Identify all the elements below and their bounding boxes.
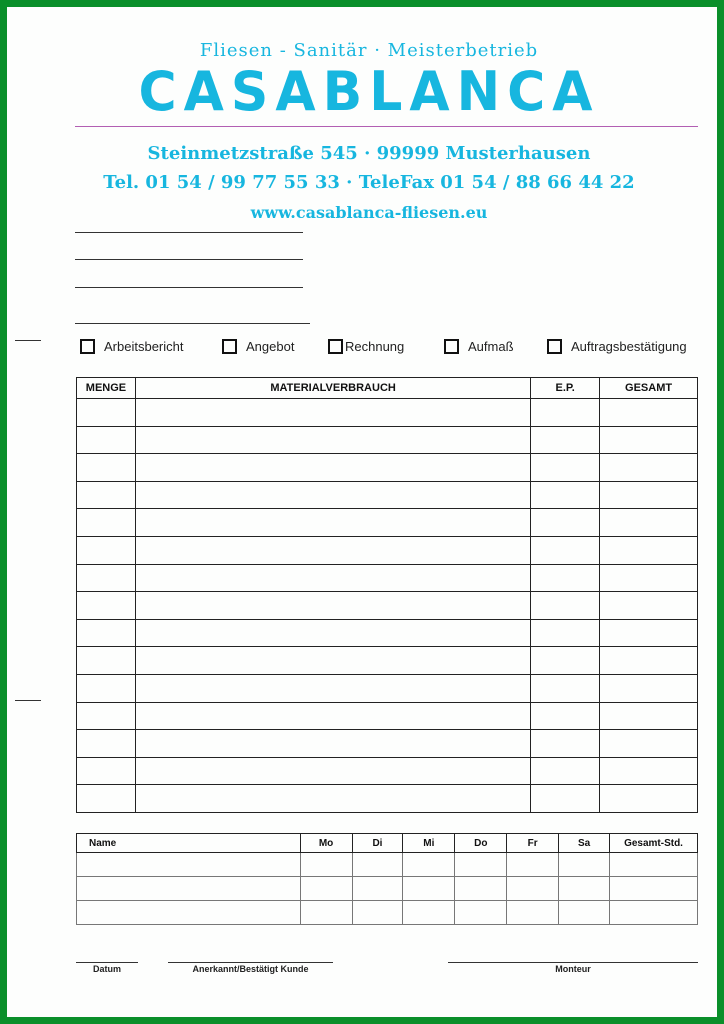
material-cell-menge[interactable] [77,399,136,427]
material-cell-ep[interactable] [531,619,600,647]
material-cell-menge[interactable] [77,757,136,785]
column-header-mi: Mi [403,834,455,853]
option-label: Angebot [246,339,295,354]
checkbox-icon[interactable] [444,339,459,354]
material-cell-ep[interactable] [531,509,600,537]
work-cell-mo[interactable] [300,853,352,877]
column-header-do: Do [455,834,507,853]
column-header-name: Name [77,834,301,853]
material-cell-gesamt[interactable] [600,702,698,730]
material-row [77,757,698,785]
work-cell-mo[interactable] [300,877,352,901]
material-row [77,702,698,730]
option-angebot[interactable] [222,339,294,354]
material-row [77,647,698,675]
material-cell-ep[interactable] [531,592,600,620]
work-cell-mi[interactable] [403,901,455,925]
material-cell-ep[interactable] [531,454,600,482]
material-cell-menge[interactable] [77,647,136,675]
material-row [77,399,698,427]
material-cell-menge[interactable] [77,674,136,702]
material-cell-gesamt[interactable] [600,619,698,647]
material-row [77,481,698,509]
work-cell-mi[interactable] [403,877,455,901]
material-cell-material[interactable] [135,757,530,785]
material-cell-menge[interactable] [77,509,136,537]
material-cell-gesamt[interactable] [600,757,698,785]
fitter-label: Monteur [555,964,591,974]
material-cell-material[interactable] [135,785,530,813]
material-row [77,592,698,620]
material-cell-gesamt[interactable] [600,674,698,702]
work-cell-di[interactable] [352,901,403,925]
work-cell-name[interactable] [77,901,301,925]
material-cell-menge[interactable] [77,785,136,813]
material-cell-gesamt[interactable] [600,730,698,758]
material-cell-gesamt[interactable] [600,592,698,620]
date-signature-line[interactable] [76,962,138,963]
company-website: www.casablanca-fliesen.eu [250,203,488,222]
material-cell-material[interactable] [135,619,530,647]
column-header-mo: Mo [300,834,352,853]
material-cell-ep[interactable] [531,785,600,813]
work-cell-fr[interactable] [507,901,559,925]
material-cell-gesamt[interactable] [600,647,698,675]
material-cell-material[interactable] [135,481,530,509]
material-cell-ep[interactable] [531,564,600,592]
option-arbeitsbericht[interactable] [80,339,183,354]
material-row [77,509,698,537]
option-aufmass[interactable] [444,339,514,354]
option-label: Auftragsbestätigung [571,339,687,354]
work-cell-do[interactable] [455,901,507,925]
column-header-menge: MENGE [77,378,136,399]
material-cell-gesamt[interactable] [600,564,698,592]
column-header-fr: Fr [507,834,559,853]
material-cell-ep[interactable] [531,536,600,564]
material-cell-material[interactable] [135,426,530,454]
customer-label: Anerkannt/Bestätigt Kunde [192,964,309,974]
company-phone: Tel. 01 54 / 99 77 55 33 · TeleFax 01 54 / 88 66 44 22 [103,172,635,193]
material-row [77,426,698,454]
material-cell-material[interactable] [135,647,530,675]
material-row [77,785,698,813]
column-header-di: Di [352,834,403,853]
checkbox-icon[interactable] [328,339,343,354]
material-cell-ep[interactable] [531,757,600,785]
material-cell-ep[interactable] [531,702,600,730]
column-header-gesamt: GESAMT [600,378,698,399]
work-cell-fr[interactable] [507,877,559,901]
material-cell-material[interactable] [135,454,530,482]
option-rechnung[interactable] [328,339,404,354]
recipient-line-2[interactable] [75,259,303,260]
customer-signature-line[interactable] [168,962,333,963]
work-row [77,877,698,901]
work-cell-gesamt-std[interactable] [610,877,698,901]
work-cell-sa[interactable] [559,853,610,877]
material-cell-gesamt[interactable] [600,481,698,509]
checkbox-icon[interactable] [80,339,95,354]
material-cell-ep[interactable] [531,481,600,509]
material-cell-gesamt[interactable] [600,785,698,813]
material-cell-gesamt[interactable] [600,509,698,537]
punch-mark [15,700,41,701]
material-row [77,730,698,758]
material-cell-material[interactable] [135,509,530,537]
material-cell-gesamt[interactable] [600,399,698,427]
material-cell-menge[interactable] [77,564,136,592]
material-row [77,536,698,564]
material-cell-material[interactable] [135,730,530,758]
work-cell-di[interactable] [352,853,403,877]
work-cell-do[interactable] [455,877,507,901]
company-tagline: Fliesen - Sanitär · Meisterbetrieb [199,40,539,61]
material-row [77,454,698,482]
material-row [77,564,698,592]
material-cell-ep[interactable] [531,730,600,758]
material-cell-material[interactable] [135,702,530,730]
material-cell-material[interactable] [135,564,530,592]
material-cell-menge[interactable] [77,730,136,758]
header-divider [75,126,698,127]
material-cell-menge[interactable] [77,481,136,509]
work-cell-di[interactable] [352,877,403,901]
material-cell-gesamt[interactable] [600,454,698,482]
company-name: CASABLANCA [138,60,600,124]
material-cell-ep[interactable] [531,674,600,702]
material-cell-menge[interactable] [77,702,136,730]
material-cell-ep[interactable] [531,647,600,675]
fitter-signature-line[interactable] [448,962,698,963]
material-cell-material[interactable] [135,399,530,427]
recipient-line-4[interactable] [75,323,310,324]
work-hours-table [76,833,698,925]
column-header-gesamt-std: Gesamt-Std. [610,834,698,853]
material-cell-material[interactable] [135,536,530,564]
material-cell-ep[interactable] [531,399,600,427]
work-cell-fr[interactable] [507,853,559,877]
material-table [76,377,698,813]
column-header-materialverbrauch: MATERIALVERBRAUCH [135,378,530,399]
date-label: Datum [92,964,121,974]
material-cell-material[interactable] [135,674,530,702]
column-header-ep: E.P. [531,378,600,399]
material-cell-menge[interactable] [77,619,136,647]
work-cell-sa[interactable] [559,877,610,901]
company-address: Steinmetzstraße 545 · 99999 Musterhausen [147,143,591,164]
material-table-header [77,378,698,399]
recipient-line-3[interactable] [75,287,303,288]
work-row [77,901,698,925]
work-table-header [77,834,698,853]
checkbox-icon[interactable] [222,339,237,354]
work-cell-mi[interactable] [403,853,455,877]
work-cell-name[interactable] [77,877,301,901]
option-label: Arbeitsbericht [104,339,184,354]
option-auftragsbestaetigung[interactable] [547,339,687,354]
column-header-sa: Sa [559,834,610,853]
work-cell-gesamt-std[interactable] [610,853,698,877]
option-label: Aufmaß [468,339,514,354]
material-cell-material[interactable] [135,592,530,620]
option-label: Rechnung [345,339,405,354]
work-cell-sa[interactable] [559,901,610,925]
recipient-line-1[interactable] [75,232,303,233]
work-cell-gesamt-std[interactable] [610,901,698,925]
work-row [77,853,698,877]
work-cell-mo[interactable] [300,901,352,925]
document-type-options [7,339,724,357]
work-cell-name[interactable] [77,853,301,877]
material-cell-gesamt[interactable] [600,426,698,454]
checkbox-icon[interactable] [547,339,562,354]
material-cell-menge[interactable] [77,592,136,620]
material-cell-gesamt[interactable] [600,536,698,564]
material-cell-menge[interactable] [77,426,136,454]
work-cell-do[interactable] [455,853,507,877]
material-row [77,619,698,647]
material-row [77,674,698,702]
material-cell-menge[interactable] [77,454,136,482]
material-cell-ep[interactable] [531,426,600,454]
material-cell-menge[interactable] [77,536,136,564]
